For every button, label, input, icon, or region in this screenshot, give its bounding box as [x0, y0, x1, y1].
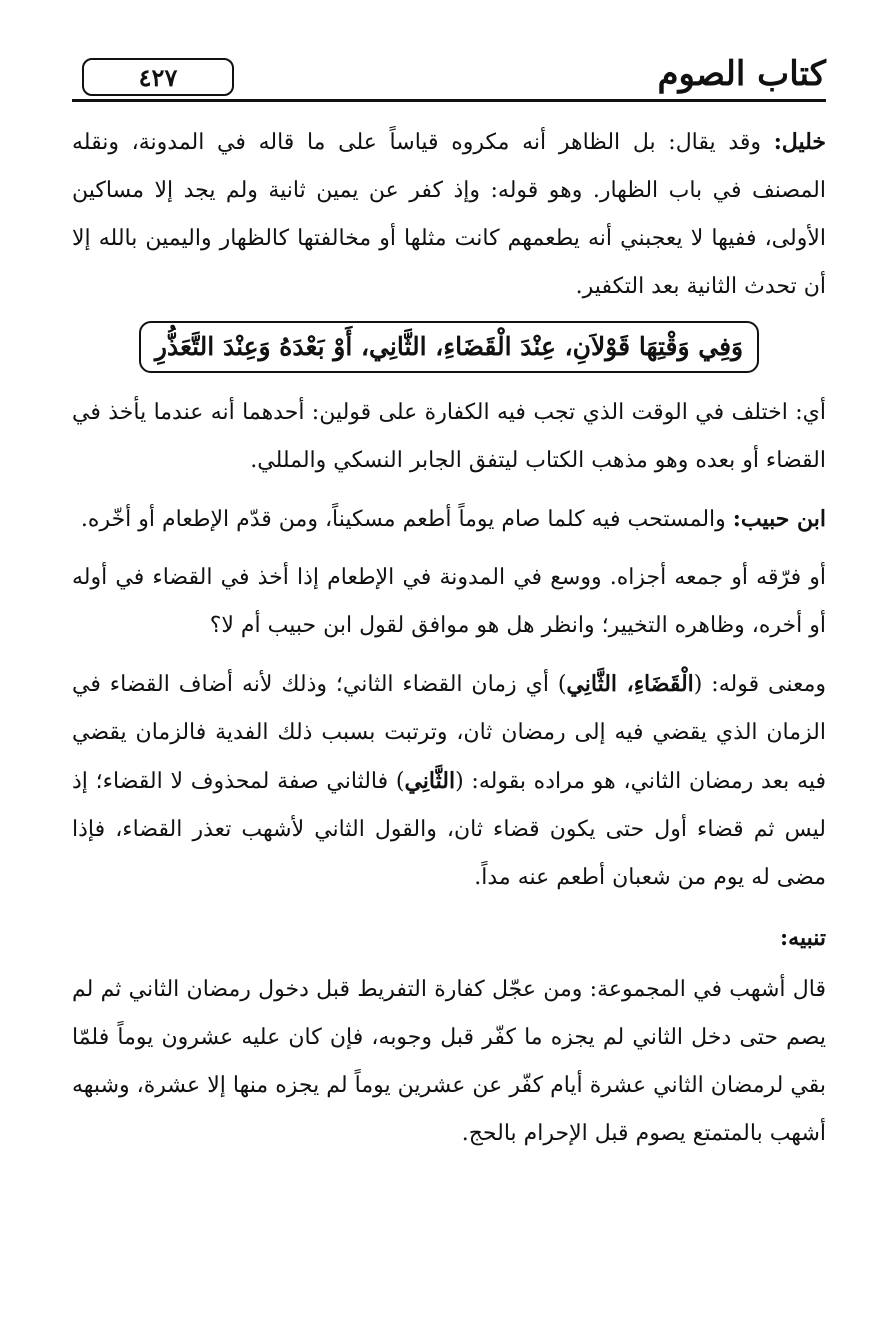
page-number: ٤٢٧ — [82, 58, 234, 96]
paragraph-text: والمستحب فيه كلما صام يوماً أطعم مسكيناً، ومن قدّم الإطعام أو أخّره. — [80, 507, 733, 532]
speaker-name: خليل: — [773, 129, 826, 155]
paragraph-ashhab: قال أشهب في المجموعة: ومن عجّل كفارة التفريط قبل دخول رمضان الثاني ثم لم يصم حتى دخل الثاني لم يجزه ما كفّر قبل وجوبه، فإن كان عليه عشرون يوماً فلمّا بقي لرمضان الثاني عشرة أيام كفّر عن عشرين يوماً لم يجزه منها إلا عشرة، وشبهه أشهب بالمتمتع يصوم قبل الإحرام بالحج. — [72, 977, 826, 1146]
quoted-term: الْقَضَاءِ، الثَّانِي — [566, 671, 694, 697]
note-heading: تنبيه: — [780, 925, 826, 951]
paragraph-tafriq: أو فرّقه أو جمعه أجزاه. ووسع في المدونة في الإطعام إذا أخذ في القضاء في أوله أو أخره، وظاهره التخيير؛ وانظر هل هو موافق لقول ابن حبيب أم لا؟ — [72, 565, 826, 638]
text-segment: ) أي زمان القضاء الثاني؛ وذلك لأنه أضاف القضاء في الزمان الذي يقضي فيه إلى رمضان ثان، وترتبت بسبب ذلك الفدية فالزمان يقضي فيه بعد رمضان الثاني، هو مراده بقوله: ( — [72, 672, 826, 794]
quoted-term: الثَّانِي — [404, 768, 456, 794]
paragraph-khalil — [72, 118, 826, 311]
paragraph-text: وقد يقال: بل الظاهر أنه مكروه قياساً على ما قاله في المدونة، ونقله المصنف في باب الظهار. وهو قوله: وإذ كفر عن يمين ثانية ولم يجد إلا مساكين الأولى، ففيها لا يعجبني أنه يطعمهم كانت مثلها أو مخالفتها كالظهار واليمين بالله إلا أن تحدث الثانية بعد التكفير. — [72, 130, 826, 299]
header-rule — [72, 99, 826, 102]
matn-quote: وَفِي وَقْتِهَا قَوْلاَنِ، عِنْدَ الْقَضَاءِ، الثَّانِي، أَوْ بَعْدَهُ وَعِنْدَ التَّعَذُّرِ — [139, 321, 759, 373]
text-segment: ) فالثاني صفة لمحذوف لا القضاء؛ إذ ليس ثم قضاء أول حتى يكون قضاء ثان، والقول الثاني لأشهب تعذر القضاء، فإذا مضى له يوم من شعبان أطعم عنه مداً. — [72, 769, 826, 890]
text-segment: ومعنى قوله: ( — [693, 672, 826, 697]
paragraph-meaning — [72, 660, 826, 902]
page-header — [72, 52, 826, 102]
speaker-name: ابن حبيب: — [732, 506, 826, 532]
running-title: كتاب الصوم — [657, 54, 826, 94]
matn-quote-container — [72, 321, 826, 373]
body-text — [72, 118, 826, 1168]
paragraph-explanation: أي: اختلف في الوقت الذي تجب فيه الكفارة على قولين: أحدهما أنه عندما يأخذ في القضاء أو بعده وهو مذهب الكتاب ليتفق الجابر النسكي والمللي. — [72, 400, 826, 473]
paragraph-ibn-habib — [72, 495, 826, 544]
